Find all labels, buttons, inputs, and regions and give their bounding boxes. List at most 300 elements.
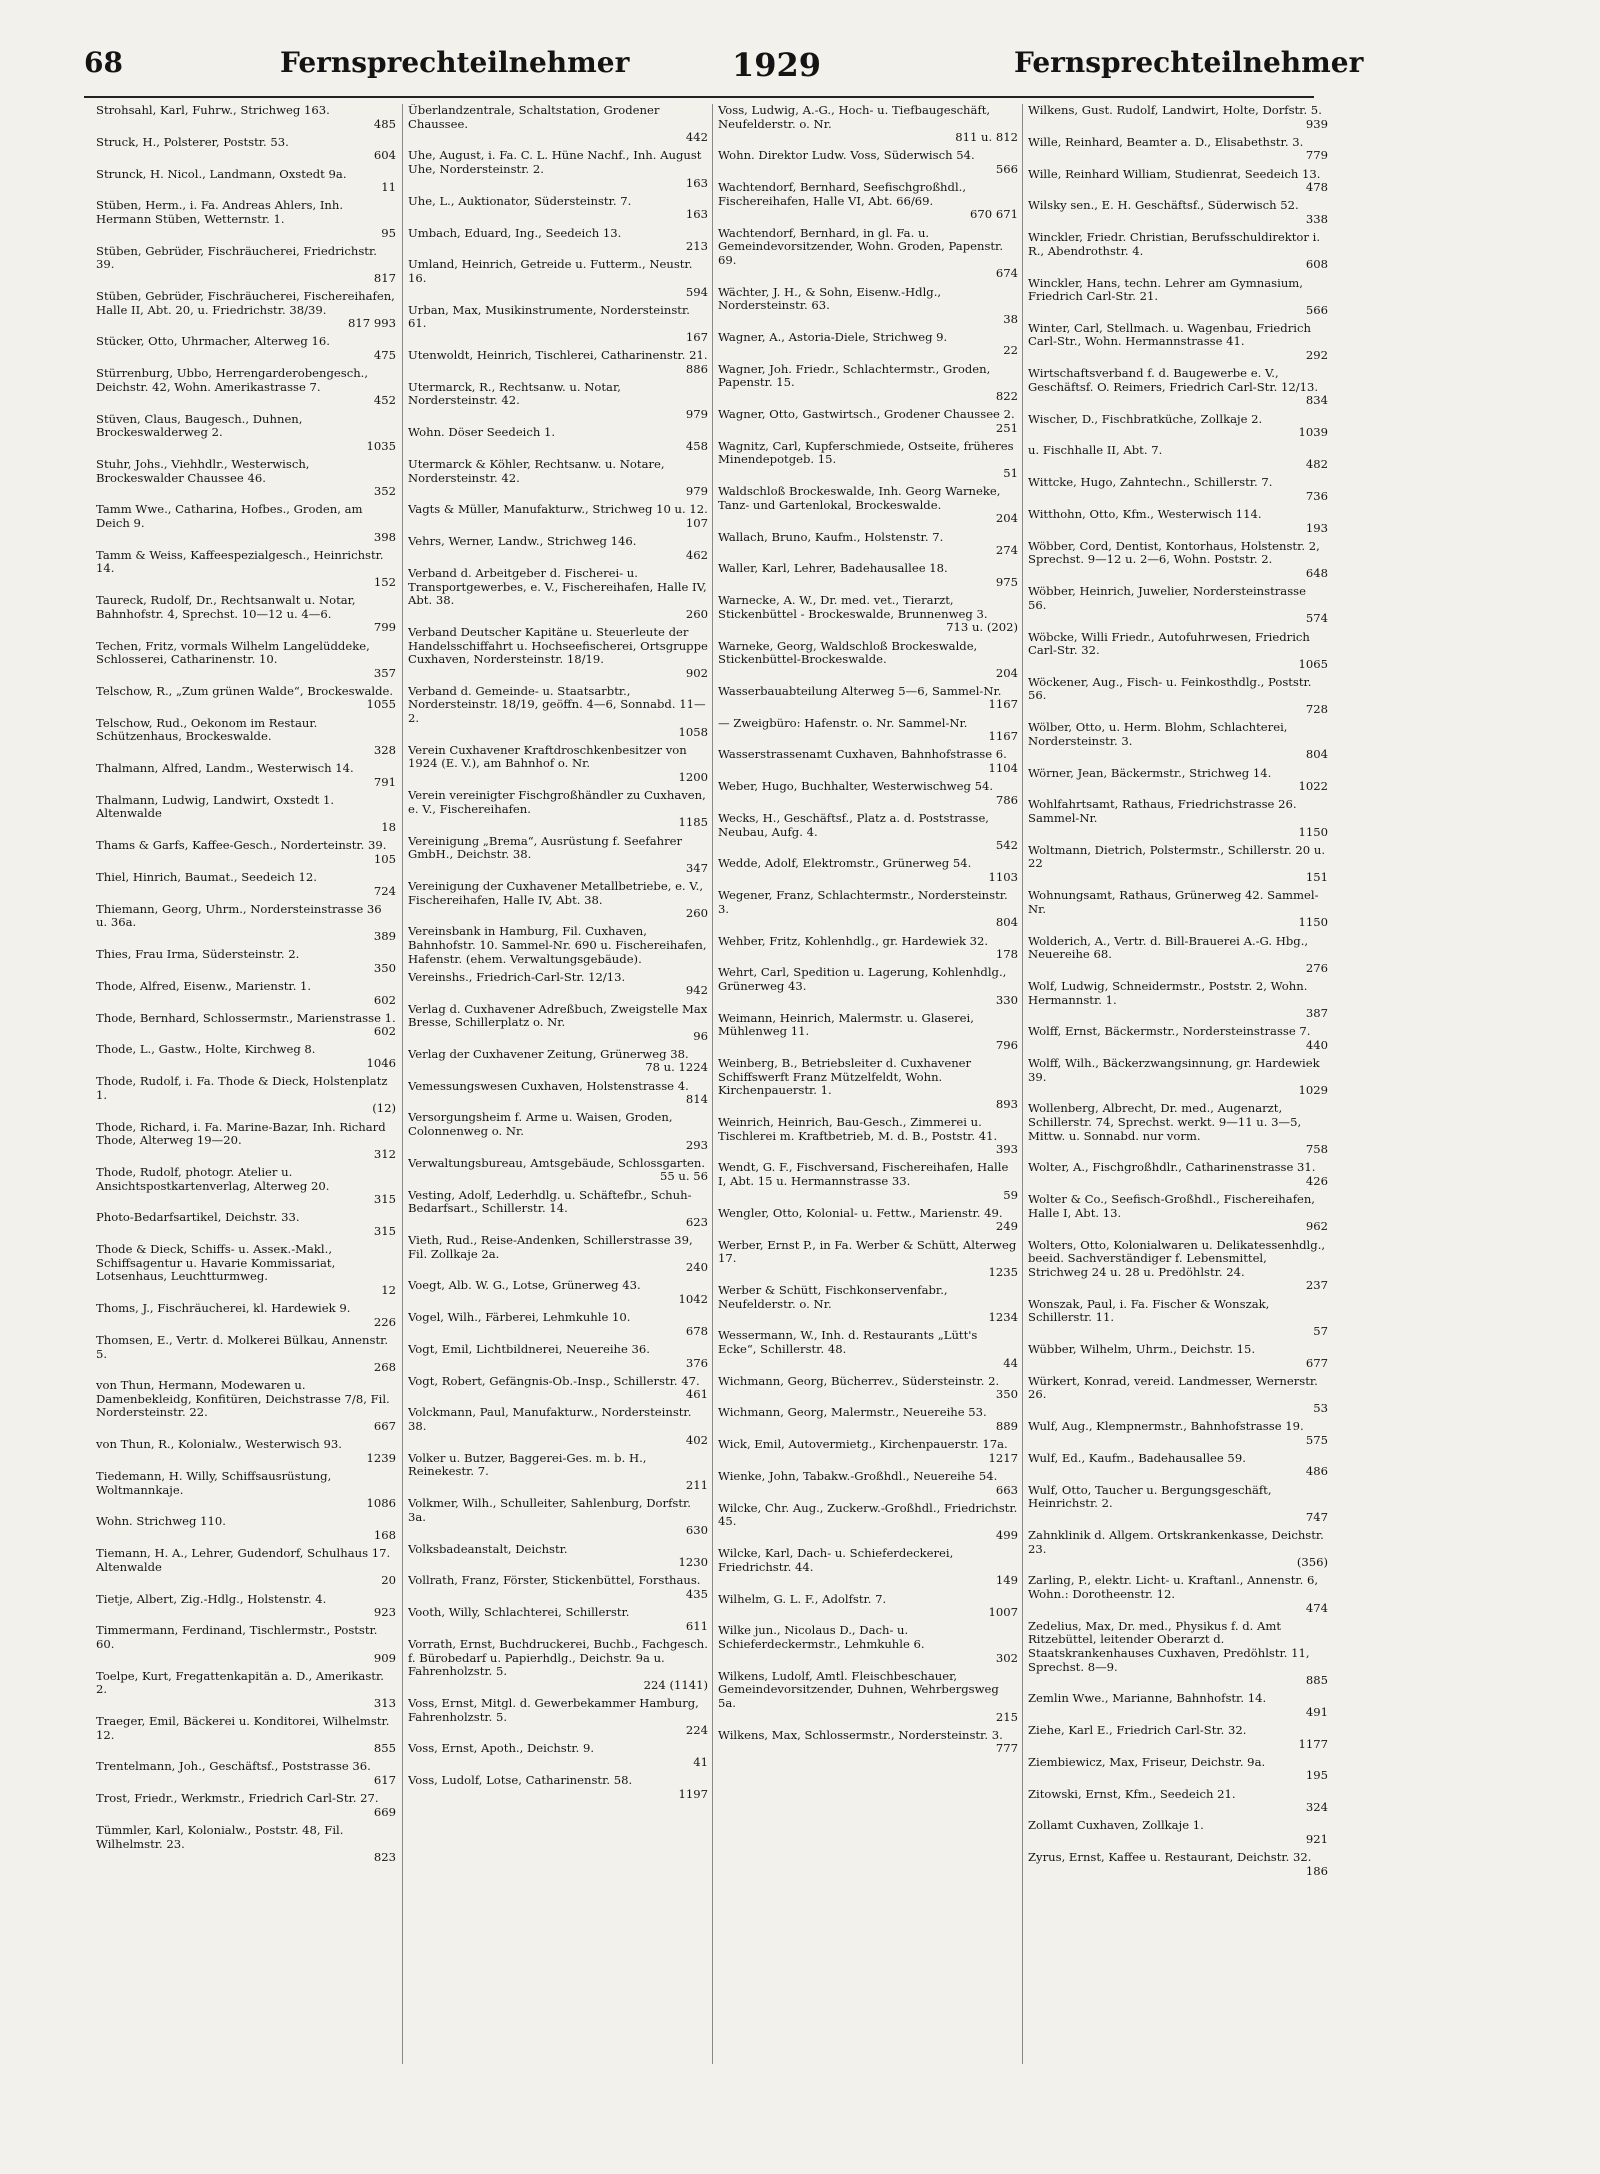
directory-entry xyxy=(408,1234,708,1275)
directory-entry xyxy=(1028,1574,1328,1615)
directory-entry xyxy=(718,562,1018,589)
phone-number: 758 xyxy=(1305,1142,1328,1157)
entry-text: Wonszak, Paul, i. Fa. Fischer & Wonszak, Schillerstr. 11. xyxy=(1028,1296,1270,1325)
phone-number: 886 xyxy=(685,361,708,376)
phone-number: 78 u. 1224 xyxy=(645,1060,708,1075)
entry-text: Zedelius, Max, Dr. med., Physikus f. d. Amt Ritzebüttel, leitender Oberarzt d. Staatskrankenhauses Cuxhaven, Predöhlstr. 11, Sprechst. 8—9. xyxy=(1028,1618,1310,1674)
entry-text: Wöbber, Heinrich, Juwelier, Nordersteinstrasse 56. xyxy=(1028,584,1306,612)
phone-number: 791 xyxy=(373,774,396,789)
directory-entry xyxy=(96,290,396,331)
entry-text: Thoms, J., Fischräucherei, kl. Hardewiek 9. xyxy=(96,1301,351,1316)
phone-number: 389 xyxy=(373,928,396,943)
entry-text: Thams & Garfs, Kaffee-Gesch., Norderteinstr. 39. xyxy=(96,838,387,853)
directory-entry xyxy=(408,1574,708,1601)
directory-entry xyxy=(718,685,1018,712)
entry-text: Wichmann, Georg, Malermstr., Neuereihe 53. xyxy=(718,1405,987,1420)
phone-number: 817 993 xyxy=(348,316,396,331)
phone-number: 398 xyxy=(373,529,396,544)
directory-entry xyxy=(1028,1851,1328,1878)
phone-number: 670 671 xyxy=(970,207,1018,222)
directory-entry xyxy=(96,948,396,975)
phone-number: 979 xyxy=(685,484,708,499)
entry-text: Verband d. Arbeitgeber d. Fischerei- u. Transportgewerbes, e. V., Fischereihafen, Halle IV, Abt. 38. xyxy=(408,565,707,608)
directory-entry xyxy=(718,1624,1018,1665)
directory-entry xyxy=(718,286,1018,327)
phone-number: 482 xyxy=(1305,457,1328,471)
phone-number: 485 xyxy=(373,116,396,131)
phone-number: 226 xyxy=(373,1314,396,1329)
phone-number: 942 xyxy=(685,983,708,998)
directory-entry xyxy=(718,440,1018,481)
directory-entry xyxy=(718,1207,1018,1234)
directory-entry xyxy=(96,871,396,898)
entry-text: Wöbber, Cord, Dentist, Kontorhaus, Holstenstr. 2, Sprechst. 9—12 u. 2—6, Wohn. Poststr. 2. xyxy=(1028,538,1320,567)
entry-text: Wulf, Aug., Klempnermstr., Bahnhofstrasse 19. xyxy=(1028,1419,1304,1434)
entry-text: Thode, Rudolf, photogr. Atelier u. Ansichtspostkartenverlag, Alterweg 20. xyxy=(96,1165,330,1193)
phone-number: 458 xyxy=(685,438,708,453)
phone-number: 1058 xyxy=(678,724,708,739)
phone-number: 163 xyxy=(685,175,708,190)
entry-text: Umland, Heinrich, Getreide u. Futterm., Neustr. 16. xyxy=(408,257,693,285)
phone-number: 12 xyxy=(381,1282,396,1297)
entry-text: Thiemann, Georg, Uhrm., Nordersteinstrasse 36 u. 36a. xyxy=(96,901,382,930)
directory-entry xyxy=(1028,1343,1328,1370)
entry-text: Wilkens, Ludolf, Amtl. Fleischbeschauer, Gemeindevorsitzender, Duhnen, Wehrbergsweg 5a. xyxy=(718,1668,999,1710)
directory-entry xyxy=(408,104,708,145)
directory-entry xyxy=(718,485,1018,526)
entry-text: Wagner, Otto, Gastwirtsch., Grodener Chaussee 2. xyxy=(718,407,1015,422)
phone-number: 604 xyxy=(373,148,396,163)
directory-entry xyxy=(96,1302,396,1329)
directory-entry xyxy=(96,762,396,789)
entry-text: Zarling, P., elektr. Licht- u. Kraftanl., Annenstr. 6, Wohn.: Dorotheenstr. 12. xyxy=(1028,1573,1319,1601)
entry-text: Überlandzentrale, Schaltstation, Grodener Chaussee. xyxy=(408,104,660,131)
entry-text: Volckmann, Paul, Manufakturw., Nordersteinstr. 38. xyxy=(408,1405,692,1434)
directory-entry xyxy=(96,903,396,944)
phone-number: 195 xyxy=(1305,1768,1328,1783)
directory-entry xyxy=(408,971,708,998)
phone-number: 728 xyxy=(1305,702,1328,717)
phone-number: 1200 xyxy=(678,770,708,785)
entry-text: Taureck, Rudolf, Dr., Rechtsanwalt u. Notar, Bahnhofstr. 4, Sprechst. 10—12 u. 4—6. xyxy=(96,593,356,621)
entry-text: Thies, Frau Irma, Südersteinstr. 2. xyxy=(96,947,300,962)
phone-number: 1239 xyxy=(366,1450,396,1465)
phone-number: 11 xyxy=(381,180,396,195)
directory-entry xyxy=(718,181,1018,222)
header-title-right: Fernsprechteilnehmer xyxy=(1014,46,1364,79)
phone-number: 347 xyxy=(685,860,708,875)
entry-text: Werber, Ernst P., in Fa. Werber & Schütt, Alterweg 17. xyxy=(718,1237,1017,1266)
directory-entry xyxy=(1028,1452,1328,1479)
directory-entry xyxy=(718,149,1018,176)
phone-number: 779 xyxy=(1305,148,1328,163)
entry-text: Wolter, A., Fischgroßhdlr., Catharinenstrasse 31. xyxy=(1028,1160,1316,1175)
entry-text: Zyrus, Ernst, Kaffee u. Restaurant, Deichstr. 32. xyxy=(1028,1850,1312,1865)
entry-text: Tamm Wwe., Catharina, Hofbes., Groden, am Deich 9. xyxy=(96,502,363,530)
directory-entry xyxy=(96,1334,396,1375)
phone-number: 1055 xyxy=(366,697,396,712)
directory-entry xyxy=(718,640,1018,681)
directory-entry xyxy=(718,1670,1018,1724)
phone-number: 224 xyxy=(685,1723,708,1738)
entry-text: Wittcke, Hugo, Zahntechn., Schillerstr. 7. xyxy=(1028,475,1273,490)
phone-number: 804 xyxy=(1305,747,1328,762)
phone-number: 330 xyxy=(995,992,1018,1007)
directory-entry xyxy=(1028,721,1328,762)
directory-entry xyxy=(1028,136,1328,163)
directory-entry xyxy=(718,889,1018,930)
phone-number: 276 xyxy=(1305,960,1328,975)
phone-number: 1150 xyxy=(1298,915,1328,930)
phone-number: 1234 xyxy=(988,1310,1018,1325)
entry-text: Wolff, Wilh., Bäckerzwangsinnung, gr. Hardewiek 39. xyxy=(1028,1056,1320,1084)
directory-entry xyxy=(718,227,1018,281)
entry-text: Wasserbauabteilung Alterweg 5—6, Sammel-Nr. xyxy=(718,683,1002,698)
directory-entry xyxy=(718,1284,1018,1325)
phone-number: 594 xyxy=(685,284,708,299)
entry-text: Verwaltungsbureau, Amtsgebäude, Schlossgarten. xyxy=(408,1155,706,1170)
entry-text: Vogt, Emil, Lichtbildnerei, Neuereihe 36. xyxy=(408,1341,650,1356)
column-divider xyxy=(712,104,713,2064)
entry-text: Volker u. Butzer, Baggerei-Ges. m. b. H., Reinekestr. 7. xyxy=(408,1450,647,1479)
directory-entry xyxy=(718,1161,1018,1202)
directory-entry xyxy=(1028,1788,1328,1815)
directory-entry xyxy=(96,245,396,286)
phone-number: 611 xyxy=(685,1618,708,1633)
entry-text: Strunck, H. Nicol., Landmann, Oxstedt 9a. xyxy=(96,166,347,181)
entry-text: Würkert, Konrad, vereid. Landmesser, Wernerstr. 26. xyxy=(1028,1373,1318,1402)
phone-number: 18 xyxy=(381,820,396,834)
phone-number: 804 xyxy=(995,915,1018,930)
phone-number: (12) xyxy=(372,1101,396,1116)
page-number: 68 xyxy=(84,46,123,79)
directory-entry xyxy=(1028,1484,1328,1525)
phone-number: 939 xyxy=(1305,116,1328,131)
directory-entry xyxy=(96,594,396,635)
phone-number: 312 xyxy=(373,1146,396,1161)
entry-text: Warneke, Georg, Waldschloß Brockeswalde, Stickenbüttel-Brockeswalde. xyxy=(718,638,978,667)
directory-entry xyxy=(1028,1057,1328,1098)
entry-text: Uhe, August, i. Fa. C. L. Hüne Nachf., Inh. August Uhe, Nordersteinstr. 2. xyxy=(408,148,702,176)
entry-text: Wolters, Otto, Kolonialwaren u. Delikatessenhdlg., beeid. Sachverständiger f. Lebensmittel, Strichweg 24 u. 28 u. Predöhlstr. 24. xyxy=(1028,1237,1326,1279)
directory-entry xyxy=(408,1375,708,1402)
directory-entry xyxy=(96,458,396,499)
directory-entry xyxy=(1028,935,1328,976)
entry-text: Uhe, L., Auktionator, Südersteinstr. 7. xyxy=(408,193,632,208)
directory-entry xyxy=(96,1624,396,1665)
phone-number: 921 xyxy=(1305,1832,1328,1847)
entry-text: Tamm & Weiss, Kaffeespezialgesch., Heinrichstr. 14. xyxy=(96,547,384,576)
directory-entry xyxy=(718,857,1018,884)
entry-text: Versorgungsheim f. Arme u. Waisen, Groden, Colonnenweg o. Nr. xyxy=(408,1110,673,1139)
entry-text: Wagner, Joh. Friedr., Schlachtermstr., Groden, Papenstr. 15. xyxy=(718,361,991,390)
directory-entry xyxy=(96,335,396,362)
entry-text: Telschow, Rud., Oekonom im Restaur. Schützenhaus, Brockeswalde. xyxy=(96,715,318,744)
entry-text: Struck, H., Polsterer, Poststr. 53. xyxy=(96,134,289,149)
phone-number: 41 xyxy=(693,1754,708,1769)
directory-entry xyxy=(96,1792,396,1819)
directory-entry xyxy=(718,780,1018,807)
phone-number: 168 xyxy=(373,1528,396,1542)
phone-number: 53 xyxy=(1313,1400,1328,1415)
directory-entry xyxy=(96,839,396,866)
directory-entry xyxy=(96,640,396,681)
phone-number: 274 xyxy=(995,543,1018,558)
phone-number: 822 xyxy=(995,388,1018,403)
entry-text: Strohsahl, Karl, Fuhrw., Strichweg 163. xyxy=(96,104,330,117)
directory-entry xyxy=(718,1329,1018,1370)
phone-number: 178 xyxy=(995,947,1018,962)
phone-number: 57 xyxy=(1313,1323,1328,1338)
entry-text: Timmermann, Ferdinand, Tischlermstr., Poststr. 60. xyxy=(96,1623,378,1651)
entry-text: Wohn. Döser Seedeich 1. xyxy=(408,425,556,440)
entry-text: Trentelmann, Joh., Geschäftsf., Poststrasse 36. xyxy=(96,1759,371,1774)
directory-entry xyxy=(1028,1239,1328,1293)
directory-entry xyxy=(718,1116,1018,1157)
directory-entry xyxy=(1028,277,1328,318)
phone-number: 979 xyxy=(685,407,708,422)
directory-entry xyxy=(718,1502,1018,1543)
phone-number: 55 u. 56 xyxy=(659,1169,708,1184)
entry-text: Wilke jun., Nicolaus D., Dach- u. Schieferdeckermstr., Lehmkuhle 6. xyxy=(718,1623,925,1651)
directory-entry xyxy=(408,227,708,254)
directory-entry xyxy=(1028,1193,1328,1234)
entry-text: Zahnklinik d. Allgem. Ortskrankenkasse, Deichstr. 23. xyxy=(1028,1528,1324,1556)
entry-text: Winter, Carl, Stellmach. u. Wagenbau, Friedrich Carl-Str., Wohn. Hermannstrasse 41. xyxy=(1028,320,1311,349)
directory-entry xyxy=(1028,980,1328,1021)
entry-text: Tiedemann, H. Willy, Schiffsausrüstung, Woltmannkaje. xyxy=(96,1469,332,1497)
entry-text: Wasserstrassenamt Cuxhaven, Bahnhofstrasse 6. xyxy=(718,747,1007,762)
directory-entry xyxy=(1028,168,1328,195)
directory-entry xyxy=(408,503,708,530)
entry-text: Wulf, Otto, Taucher u. Bergungsgeschäft, Heinrichstr. 2. xyxy=(1028,1482,1272,1511)
phone-number: 1167 xyxy=(988,697,1018,712)
entry-text: Wolter & Co., Seefisch-Großhdl., Fischereihafen, Halle I, Abt. 13. xyxy=(1028,1192,1315,1220)
header-rule xyxy=(84,96,1314,98)
phone-number: 1103 xyxy=(988,869,1018,884)
column-divider xyxy=(402,104,403,2064)
entry-text: Trost, Friedr., Werkmstr., Friedrich Carl-Str. 27. xyxy=(96,1791,379,1806)
phone-number: 566 xyxy=(995,161,1018,176)
directory-entry xyxy=(1028,1724,1328,1751)
entry-text: Witthohn, Otto, Kfm., Westerwisch 114. xyxy=(1028,506,1262,521)
entry-text: Vereinigung „Brema“, Ausrüstung f. Seefahrer GmbH., Deichstr. 38. xyxy=(408,833,683,862)
entry-text: Wille, Reinhard, Beamter a. D., Elisabethstr. 3. xyxy=(1028,134,1304,149)
phone-number: 105 xyxy=(373,851,396,866)
entry-text: Wilcke, Karl, Dach- u. Schieferdeckerei, Friedrichstr. 44. xyxy=(718,1546,954,1574)
directory-entry xyxy=(408,880,708,921)
directory-entry xyxy=(96,1515,396,1542)
directory-entry xyxy=(408,789,708,830)
entry-text: Wulf, Ed., Kaufm., Badehausallee 59. xyxy=(1028,1450,1246,1465)
entry-text: Wichmann, Georg, Bücherrev., Südersteinstr. 2. xyxy=(718,1373,1000,1388)
directory-entry xyxy=(718,1057,1018,1111)
phone-number: 387 xyxy=(1305,1006,1328,1021)
phone-number: 215 xyxy=(995,1709,1018,1724)
directory-entry xyxy=(1028,1529,1328,1570)
phone-number: 1022 xyxy=(1298,779,1328,794)
phone-number: 152 xyxy=(373,574,396,589)
phone-number: 1086 xyxy=(366,1496,396,1511)
entry-text: Stüven, Claus, Baugesch., Duhnen, Brockeswalderweg 2. xyxy=(96,411,303,440)
phone-number: 602 xyxy=(373,992,396,1007)
directory-entry xyxy=(408,1157,708,1184)
page-header xyxy=(84,46,1364,90)
directory-entry xyxy=(1028,1692,1328,1719)
directory-entry xyxy=(96,717,396,758)
entry-text: Stürrenburg, Ubbo, Herrengarderobengesch., Deichstr. 42, Wohn. Amerikastrasse 7. xyxy=(96,366,369,394)
entry-text: Wick, Emil, Autovermietg., Kirchenpauerstr. 17a. xyxy=(718,1437,1008,1452)
phone-number: 486 xyxy=(1305,1464,1328,1479)
entry-text: Urban, Max, Musikinstrumente, Nordersteinstr. 61. xyxy=(408,302,690,331)
phone-number: 889 xyxy=(995,1419,1018,1434)
phone-number: 566 xyxy=(1305,302,1328,317)
entry-text: Stüben, Gebrüder, Fischräucherei, Friedrichstr. 39. xyxy=(96,243,377,272)
entry-text: Utermarck, R., Rechtsanw. u. Notar, Nordersteinstr. 42. xyxy=(408,379,621,408)
directory-entry xyxy=(408,1048,708,1075)
directory-entry xyxy=(1028,844,1328,885)
phone-number: 677 xyxy=(1305,1355,1328,1370)
entry-text: Thiel, Hinrich, Baumat., Seedeich 12. xyxy=(96,869,317,884)
phone-number: 499 xyxy=(995,1528,1018,1542)
directory-entry xyxy=(1028,508,1328,535)
phone-number: 1029 xyxy=(1298,1083,1328,1098)
entry-text: Voss, Ludwig, A.-G., Hoch- u. Tiefbaugeschäft, Neufelderstr. o. Nr. xyxy=(718,104,991,131)
phone-number: 44 xyxy=(1003,1355,1018,1370)
phone-number: 1035 xyxy=(366,438,396,453)
directory-entry xyxy=(718,748,1018,775)
entry-text: Vemessungswesen Cuxhaven, Holstenstrasse 4. xyxy=(408,1078,689,1093)
directory-entry xyxy=(408,1606,708,1633)
entry-text: Warnecke, A. W., Dr. med. vet., Tierarzt, Stickenbüttel - Brockeswalde, Brunnenweg 3. xyxy=(718,593,988,621)
phone-number: 834 xyxy=(1305,393,1328,408)
phone-number: 1039 xyxy=(1298,425,1328,440)
directory-entry xyxy=(1028,1756,1328,1783)
directory-entry xyxy=(408,349,708,376)
phone-number: 328 xyxy=(373,742,396,757)
phone-number: 786 xyxy=(995,792,1018,807)
phone-number: 623 xyxy=(685,1214,708,1229)
phone-number: 736 xyxy=(1305,488,1328,503)
entry-text: Wilsky sen., E. H. Geschäftsf., Süderwisch 52. xyxy=(1028,198,1299,213)
phone-number: 251 xyxy=(995,420,1018,435)
phone-number: 667 xyxy=(373,1419,396,1434)
phone-number: 352 xyxy=(373,484,396,499)
directory-entry xyxy=(96,1012,396,1039)
entry-text: Wehber, Fritz, Kohlenhdlg., gr. Hardewiek 32. xyxy=(718,933,989,948)
entry-text: Vieth, Rud., Reise-Andenken, Schillerstrasse 39, Fil. Zollkaje 2a. xyxy=(408,1232,693,1261)
entry-text: Weber, Hugo, Buchhalter, Westerwischweg 54. xyxy=(718,779,994,794)
entry-text: Wohn. Strichweg 110. xyxy=(96,1514,226,1529)
directory-entry xyxy=(1028,231,1328,272)
directory-entry xyxy=(96,685,396,712)
phone-number: 663 xyxy=(995,1482,1018,1497)
entry-text: Thode, L., Gastw., Holte, Kirchweg 8. xyxy=(96,1042,316,1057)
entry-text: Winckler, Friedr. Christian, Berufsschuldirektor i. R., Abendrothstr. 4. xyxy=(1028,230,1321,258)
phone-number: 193 xyxy=(1305,520,1328,535)
entry-text: Wachtendorf, Bernhard, Seefischgroßhdl., Fischereihafen, Halle VI, Abt. 66/69. xyxy=(718,180,967,208)
directory-entry xyxy=(408,1003,708,1044)
entry-text: Thomsen, E., Vertr. d. Molkerei Bülkau, Annenstr. 5. xyxy=(96,1332,389,1361)
phone-number: 213 xyxy=(685,239,708,254)
entry-text: Vogt, Robert, Gefängnis-Ob.-Insp., Schillerstr. 47. xyxy=(408,1373,700,1388)
entry-text: von Thun, R., Kolonialw., Westerwisch 93. xyxy=(96,1437,342,1452)
directory-entry xyxy=(1028,1025,1328,1052)
phone-number: 713 u. (202) xyxy=(946,620,1018,635)
directory-entry xyxy=(718,1438,1018,1465)
phone-number: 724 xyxy=(373,883,396,898)
directory-entry xyxy=(96,794,396,835)
entry-text: Vesting, Adolf, Lederhdlg. u. Schäftefbr., Schuh-Bedarfsart., Schillerstr. 14. xyxy=(408,1187,692,1216)
directory-entry xyxy=(96,1243,396,1297)
entry-text: Wachtendorf, Bernhard, in gl. Fa. u. Gemeindevorsitzender, Wohn. Groden, Papenstr. 69. xyxy=(718,225,1004,267)
entry-text: Vagts & Müller, Manufakturw., Strichweg 10 u. 12. xyxy=(408,502,708,517)
entry-text: Wedde, Adolf, Elektromstr., Grünerweg 54. xyxy=(718,856,972,871)
entry-text: Vogel, Wilh., Färberei, Lehmkuhle 10. xyxy=(408,1310,631,1325)
phone-number: 1007 xyxy=(988,1605,1018,1620)
entry-text: Weinrich, Heinrich, Bau-Gesch., Zimmerei u. Tischlerei m. Kraftbetrieb, M. d. B., Poststr. 41. xyxy=(718,1115,998,1143)
phone-number: 163 xyxy=(685,207,708,222)
directory-entry xyxy=(408,925,708,966)
entry-text: — Zweigbüro: Hafenstr. o. Nr. Sammel-Nr. xyxy=(718,715,968,730)
entry-text: von Thun, Hermann, Modewaren u. Damenbekleidg, Konfitüren, Deichstrasse 7/8, Fil. Nordersteinstr. 22. xyxy=(96,1378,390,1420)
entry-text: Stüben, Herm., i. Fa. Andreas Ahlers, Inh. Hermann Stüben, Wetternstr. 1. xyxy=(96,198,344,226)
column-2 xyxy=(408,104,708,2064)
phone-number: 38 xyxy=(1003,311,1018,326)
entry-text: Wagnitz, Carl, Kupferschmiede, Ostseite, früheres Minendepotgeb. 15. xyxy=(718,438,1014,467)
entry-text: Voegt, Alb. W. G., Lotse, Grünerweg 43. xyxy=(408,1278,641,1293)
directory-entry xyxy=(718,966,1018,1007)
directory-entry xyxy=(408,685,708,739)
phone-number: 20 xyxy=(381,1573,396,1588)
entry-text: Ziehe, Karl E., Friedrich Carl-Str. 32. xyxy=(1028,1723,1247,1738)
directory-entry xyxy=(718,594,1018,635)
directory-entry xyxy=(408,195,708,222)
directory-entry xyxy=(718,408,1018,435)
entry-text: Wallach, Bruno, Kaufm., Holstenstr. 7. xyxy=(718,529,944,544)
entry-text: Verlag der Cuxhavener Zeitung, Grünerweg 38. xyxy=(408,1046,689,1061)
phone-number: 260 xyxy=(685,606,708,621)
directory-entry xyxy=(96,1593,396,1620)
directory-entry xyxy=(718,717,1018,744)
entry-text: Verlag d. Cuxhavener Adreßbuch, Zweigstelle Max Bresse, Schillerplatz o. Nr. xyxy=(408,1001,708,1030)
directory-entry xyxy=(96,503,396,544)
phone-number: 962 xyxy=(1305,1219,1328,1234)
phone-number: 630 xyxy=(685,1523,708,1538)
phone-number: 602 xyxy=(373,1024,396,1039)
phone-number: 452 xyxy=(373,393,396,408)
entry-text: Wöbcke, Willi Friedr., Autofuhrwesen, Friedrich Carl-Str. 32. xyxy=(1028,629,1310,658)
directory-entry xyxy=(408,567,708,621)
entry-text: Thalmann, Ludwig, Landwirt, Oxstedt 1. Altenwalde xyxy=(96,792,335,821)
directory-entry xyxy=(1028,1161,1328,1188)
directory-entry xyxy=(96,1547,396,1588)
phone-number: 313 xyxy=(373,1695,396,1710)
entry-text: Thode, Bernhard, Schlossermstr., Marienstrasse 1. xyxy=(96,1010,396,1025)
directory-entry xyxy=(718,1593,1018,1620)
phone-number: 96 xyxy=(693,1028,708,1043)
entry-text: Zitowski, Ernst, Kfm., Seedeich 21. xyxy=(1028,1786,1236,1801)
entry-text: Wolff, Ernst, Bäckermstr., Nordersteinstrasse 7. xyxy=(1028,1024,1311,1039)
phone-number: 224 (1141) xyxy=(643,1677,708,1692)
entry-text: Thode, Alfred, Eisenw., Marienstr. 1. xyxy=(96,978,312,993)
directory-entry xyxy=(718,1239,1018,1280)
entry-text: Wolderich, A., Vertr. d. Bill-Brauerei A.-G. Hbg., Neuereihe 68. xyxy=(1028,933,1309,962)
phone-number: 107 xyxy=(685,515,708,530)
entry-text: Tümmler, Karl, Kolonialw., Poststr. 48, Fil. Wilhelmstr. 23. xyxy=(96,1823,344,1851)
phone-number: 59 xyxy=(1003,1187,1018,1202)
directory-entry xyxy=(718,104,1018,145)
